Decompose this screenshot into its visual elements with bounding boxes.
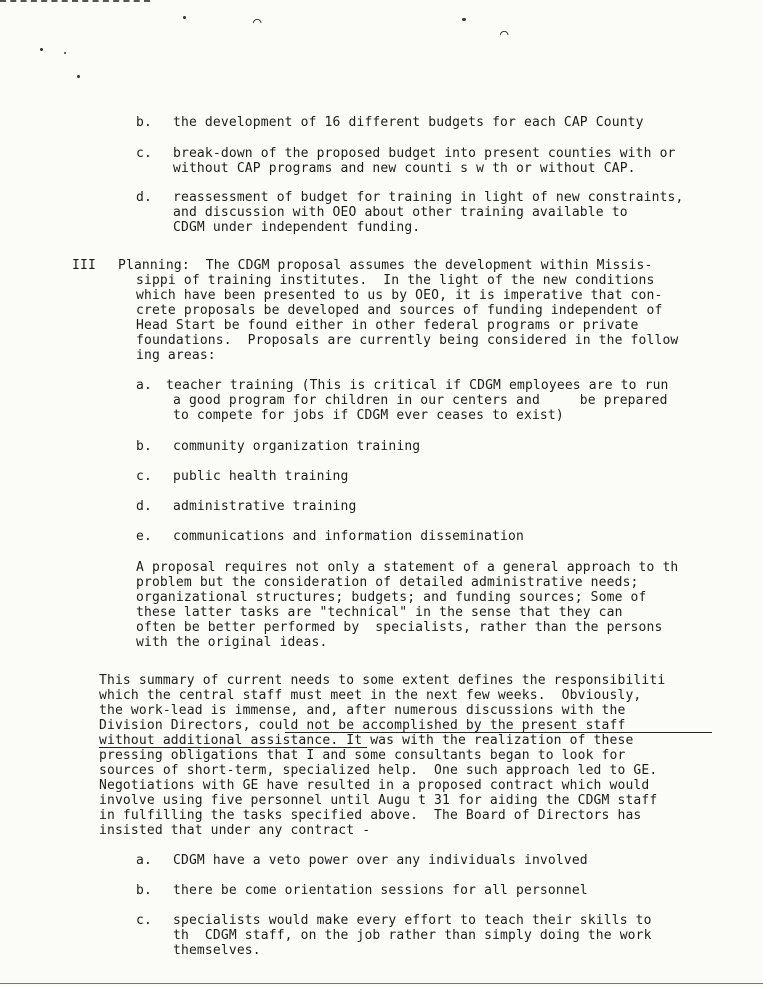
list-item-letter: b. xyxy=(136,439,152,454)
list-item-letter: b. xyxy=(136,883,152,898)
list-item-text: communications and information dissemination xyxy=(173,529,524,544)
paragraph-line: with the original ideas. xyxy=(136,635,328,650)
paragraph-line: involve using five personnel until Augu t 31 for aiding the CDGM staff xyxy=(99,793,658,808)
list-item-text: without CAP programs and new counti s w th or without CAP. xyxy=(173,161,636,176)
paragraph-line: Planning: The CDGM proposal assumes the development within Missis- xyxy=(118,258,653,273)
paragraph-line: which have been presented to us by OEO, it is imperative that con- xyxy=(136,288,663,303)
list-item-letter: d. xyxy=(136,499,152,514)
list-item-letter: c. xyxy=(136,146,152,161)
list-item-letter: c. xyxy=(136,469,152,484)
list-item-letter: a. xyxy=(136,378,152,393)
paragraph-line: A proposal requires not only a statement of a general approach to th xyxy=(136,560,679,575)
list-item-text: and discussion with OEO about other training available to xyxy=(173,205,628,220)
paragraph-line: the work-lead is immense, and, after numerous discussions with the xyxy=(99,703,626,718)
scan-speck xyxy=(77,75,80,78)
underline-mark xyxy=(285,732,712,733)
paragraph-line: Negotiations with GE have resulted in a proposed contract which would xyxy=(99,778,650,793)
paragraph-line: without additional assistance. It was with the realization of these xyxy=(99,733,634,748)
paragraph-line: This summary of current needs to some extent defines the responsibiliti xyxy=(99,673,666,688)
paragraph-line: sippi of training institutes. In the light of the new conditions xyxy=(136,273,655,288)
paragraph-line: foundations. Proposals are currently being considered in the follow xyxy=(136,333,679,348)
bottom-rule xyxy=(0,983,763,984)
paragraph-line: problem but the consideration of detailed administrative needs; xyxy=(136,575,639,590)
list-item-text: CDGM under independent funding. xyxy=(173,220,421,235)
list-item-letter: a. xyxy=(136,853,152,868)
top-dashed-border xyxy=(0,0,150,2)
paragraph-line: crete proposals be developed and sources of funding independent of xyxy=(136,303,663,318)
scan-speck xyxy=(462,18,466,21)
list-item-text: there be come orientation sessions for all personnel xyxy=(173,883,588,898)
list-item-letter: c. xyxy=(136,913,152,928)
list-item-letter: e. xyxy=(136,529,152,544)
paragraph-line: sources of short-term, specialized help. One such approach led to GE. xyxy=(99,763,658,778)
scan-speck xyxy=(40,48,43,51)
list-item-text: the development of 16 different budgets for each CAP County xyxy=(173,115,644,130)
list-item-text: teacher training (This is critical if CDGM employees are to run xyxy=(166,378,669,393)
paragraph-line: Head Start be found either in other federal programs or private xyxy=(136,318,639,333)
scan-speck xyxy=(64,52,66,54)
list-item-text: administrative training xyxy=(173,499,357,514)
list-item-text: public health training xyxy=(173,469,349,484)
list-item-text: specialists would make every effort to teach their skills to xyxy=(173,913,652,928)
scan-mark: ⌒ xyxy=(500,26,509,42)
paragraph-line: Division Directors, could not be accomplished by the present staff xyxy=(99,718,626,733)
list-item-text: community organization training xyxy=(173,439,421,454)
list-item-text: break-down of the proposed budget into present counties with or xyxy=(173,146,676,161)
paragraph-line: organizational structures; budgets; and funding sources; Some of xyxy=(136,590,647,605)
paragraph-line: which the central staff must meet in the next few weeks. Obviously, xyxy=(99,688,642,703)
scan-speck xyxy=(183,16,186,19)
list-item-text: to compete for jobs if CDGM ever ceases to exist) xyxy=(173,408,564,423)
list-item-letter: d. xyxy=(136,190,152,205)
paragraph-line: these latter tasks are "technical" in the sense that they can xyxy=(136,605,623,620)
paragraph-line: ing areas: xyxy=(136,348,216,363)
paragraph-line: pressing obligations that I and some consultants began to look for xyxy=(99,748,626,763)
list-item-text: a good program for children in our centers and be prepared xyxy=(173,393,668,408)
list-item-letter: b. xyxy=(136,115,152,130)
list-item-text: reassessment of budget for training in light of new constraints, xyxy=(173,190,684,205)
underline-mark xyxy=(99,747,367,748)
list-item-text: th CDGM staff, on the job rather than simply doing the work xyxy=(173,928,652,943)
list-item-text: CDGM have a veto power over any individuals involved xyxy=(173,853,588,868)
paragraph-line: insisted that under any contract - xyxy=(99,823,371,838)
paragraph-line: in fulfilling the tasks specified above. The Board of Directors has xyxy=(99,808,642,823)
scan-mark: ⌒ xyxy=(253,14,262,30)
section-numeral: III xyxy=(72,258,96,273)
paragraph-line: often be better performed by specialists, rather than the persons xyxy=(136,620,663,635)
list-item-text: themselves. xyxy=(173,943,261,958)
